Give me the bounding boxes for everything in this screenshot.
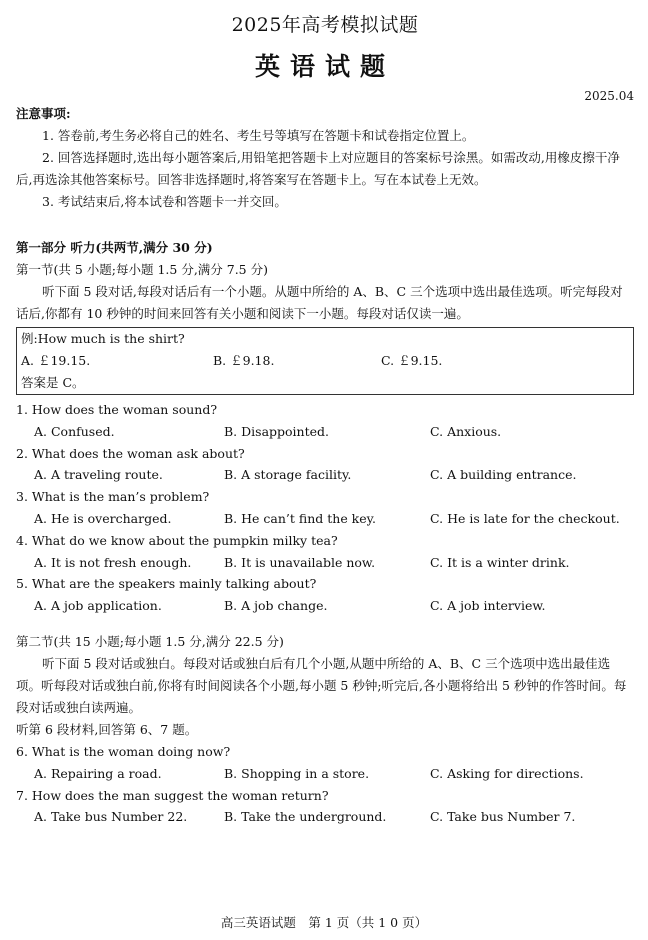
question-7: 7. How does the man suggest the woman return?	[16, 787, 329, 803]
exam-page	[16, 8, 634, 828]
material-note: 听第 6 段材料,回答第 6、7 题。	[16, 721, 198, 737]
exam-date: 2025.04	[584, 89, 634, 103]
question-1-options	[16, 421, 634, 443]
option-a: A. Take bus Number 22.	[34, 809, 188, 825]
question-7-options	[16, 806, 634, 828]
question-4: 4. What do we know about the pumpkin milky tea?	[16, 532, 338, 548]
option-b: B. Shopping in a store.	[224, 765, 370, 781]
section2-heading: 第二节(共 15 小题;每小题 1.5 分,满分 22.5 分)	[16, 633, 284, 649]
option-c: C. A job interview.	[430, 598, 546, 614]
example-option-c: C. ￡9.15.	[381, 353, 443, 368]
question-4-options	[16, 552, 634, 574]
notice-heading: 注意事项:	[16, 106, 71, 121]
option-a: A. Repairing a road.	[34, 765, 162, 781]
option-c: C. Anxious.	[430, 423, 502, 439]
section2-instructions: 听下面 5 段对话或独白。每段对话或独白后有几个小题,从题中所给的 A、B、C 三个选项中选出最佳选项。听每段对话或独白前,你将有时间阅读各个小题,每小题 5 秒钟;听完后,各小题将给出 5 秒钟的作答时间。每段对话或独白读两遍。	[16, 655, 627, 715]
question-2: 2. What does the woman ask about?	[16, 445, 245, 461]
subject-title: 英语试题	[254, 52, 395, 81]
section2-questions	[16, 741, 634, 828]
notice-item-2: 2. 回答选择题时,选出每小题答案后,用铅笔把答题卡上对应题目的答案标号涂黑。如需改动,用橡皮擦干净后,再选涂其他答案标号。回答非选择题时,将答案写在答题卡上。写在本试卷上无效。	[16, 150, 620, 187]
option-b: B. A storage facility.	[224, 467, 352, 483]
option-a: A. It is not fresh enough.	[34, 554, 192, 570]
question-6-options	[16, 763, 634, 785]
question-2-options	[16, 464, 634, 486]
option-a: A. He is overcharged.	[34, 510, 172, 526]
section1-questions	[16, 399, 634, 617]
option-b: B. Disappointed.	[224, 423, 329, 439]
option-a: A. A traveling route.	[34, 467, 163, 483]
option-b: B. A job change.	[224, 598, 328, 614]
option-a: A. Confused.	[34, 423, 115, 439]
question-3: 3. What is the man’s problem?	[16, 489, 210, 505]
example-option-b: B. ￡9.18.	[213, 353, 275, 368]
section1-heading: 第一节(共 5 小题;每小题 1.5 分,满分 7.5 分)	[16, 262, 268, 277]
option-b: B. He can’t find the key.	[224, 510, 377, 526]
option-c: C. It is a winter drink.	[430, 554, 570, 570]
example-option-a: A. ￡19.15.	[21, 353, 91, 368]
option-a: A. A job application.	[34, 598, 162, 614]
option-c: C. Asking for directions.	[430, 765, 584, 781]
question-5: 5. What are the speakers mainly talking about?	[16, 576, 317, 592]
example-box	[16, 327, 634, 395]
notice-item-3: 3. 考试结束后,将本试卷和答题卡一并交回。	[42, 194, 287, 209]
option-c: C. A building entrance.	[430, 467, 577, 483]
section1-instructions: 听下面 5 段对话,每段对话后有一个小题。从题中所给的 A、B、C 三个选项中选出最佳选项。听完每段对话后,你都有 10 秒钟的时间来回答有关小题和阅读下一小题。每段对话仅读一遍。	[16, 284, 623, 321]
option-c: C. He is late for the checkout.	[430, 510, 620, 526]
exam-title: 2025年高考模拟试题	[231, 14, 419, 36]
option-b: B. Take the underground.	[224, 809, 387, 825]
option-b: B. It is unavailable now.	[224, 554, 376, 570]
option-c: C. Take bus Number 7.	[430, 809, 576, 825]
question-5-options	[16, 595, 634, 617]
example-options	[21, 350, 629, 372]
question-3-options	[16, 508, 634, 530]
example-answer: 答案是 C。	[21, 375, 85, 390]
question-6: 6. What is the woman doing now?	[16, 743, 231, 759]
question-1: 1. How does the woman sound?	[16, 402, 218, 417]
part1-heading: 第一部分 听力(共两节,满分 30 分)	[16, 240, 213, 255]
notice-item-1: 1. 答卷前,考生务必将自己的姓名、考生号等填写在答题卡和试卷指定位置上。	[42, 128, 475, 143]
page-footer: 高三英语试题 第 1 页（共 1 0 页）	[220, 915, 428, 930]
example-question: 例:How much is the shirt?	[21, 331, 185, 346]
